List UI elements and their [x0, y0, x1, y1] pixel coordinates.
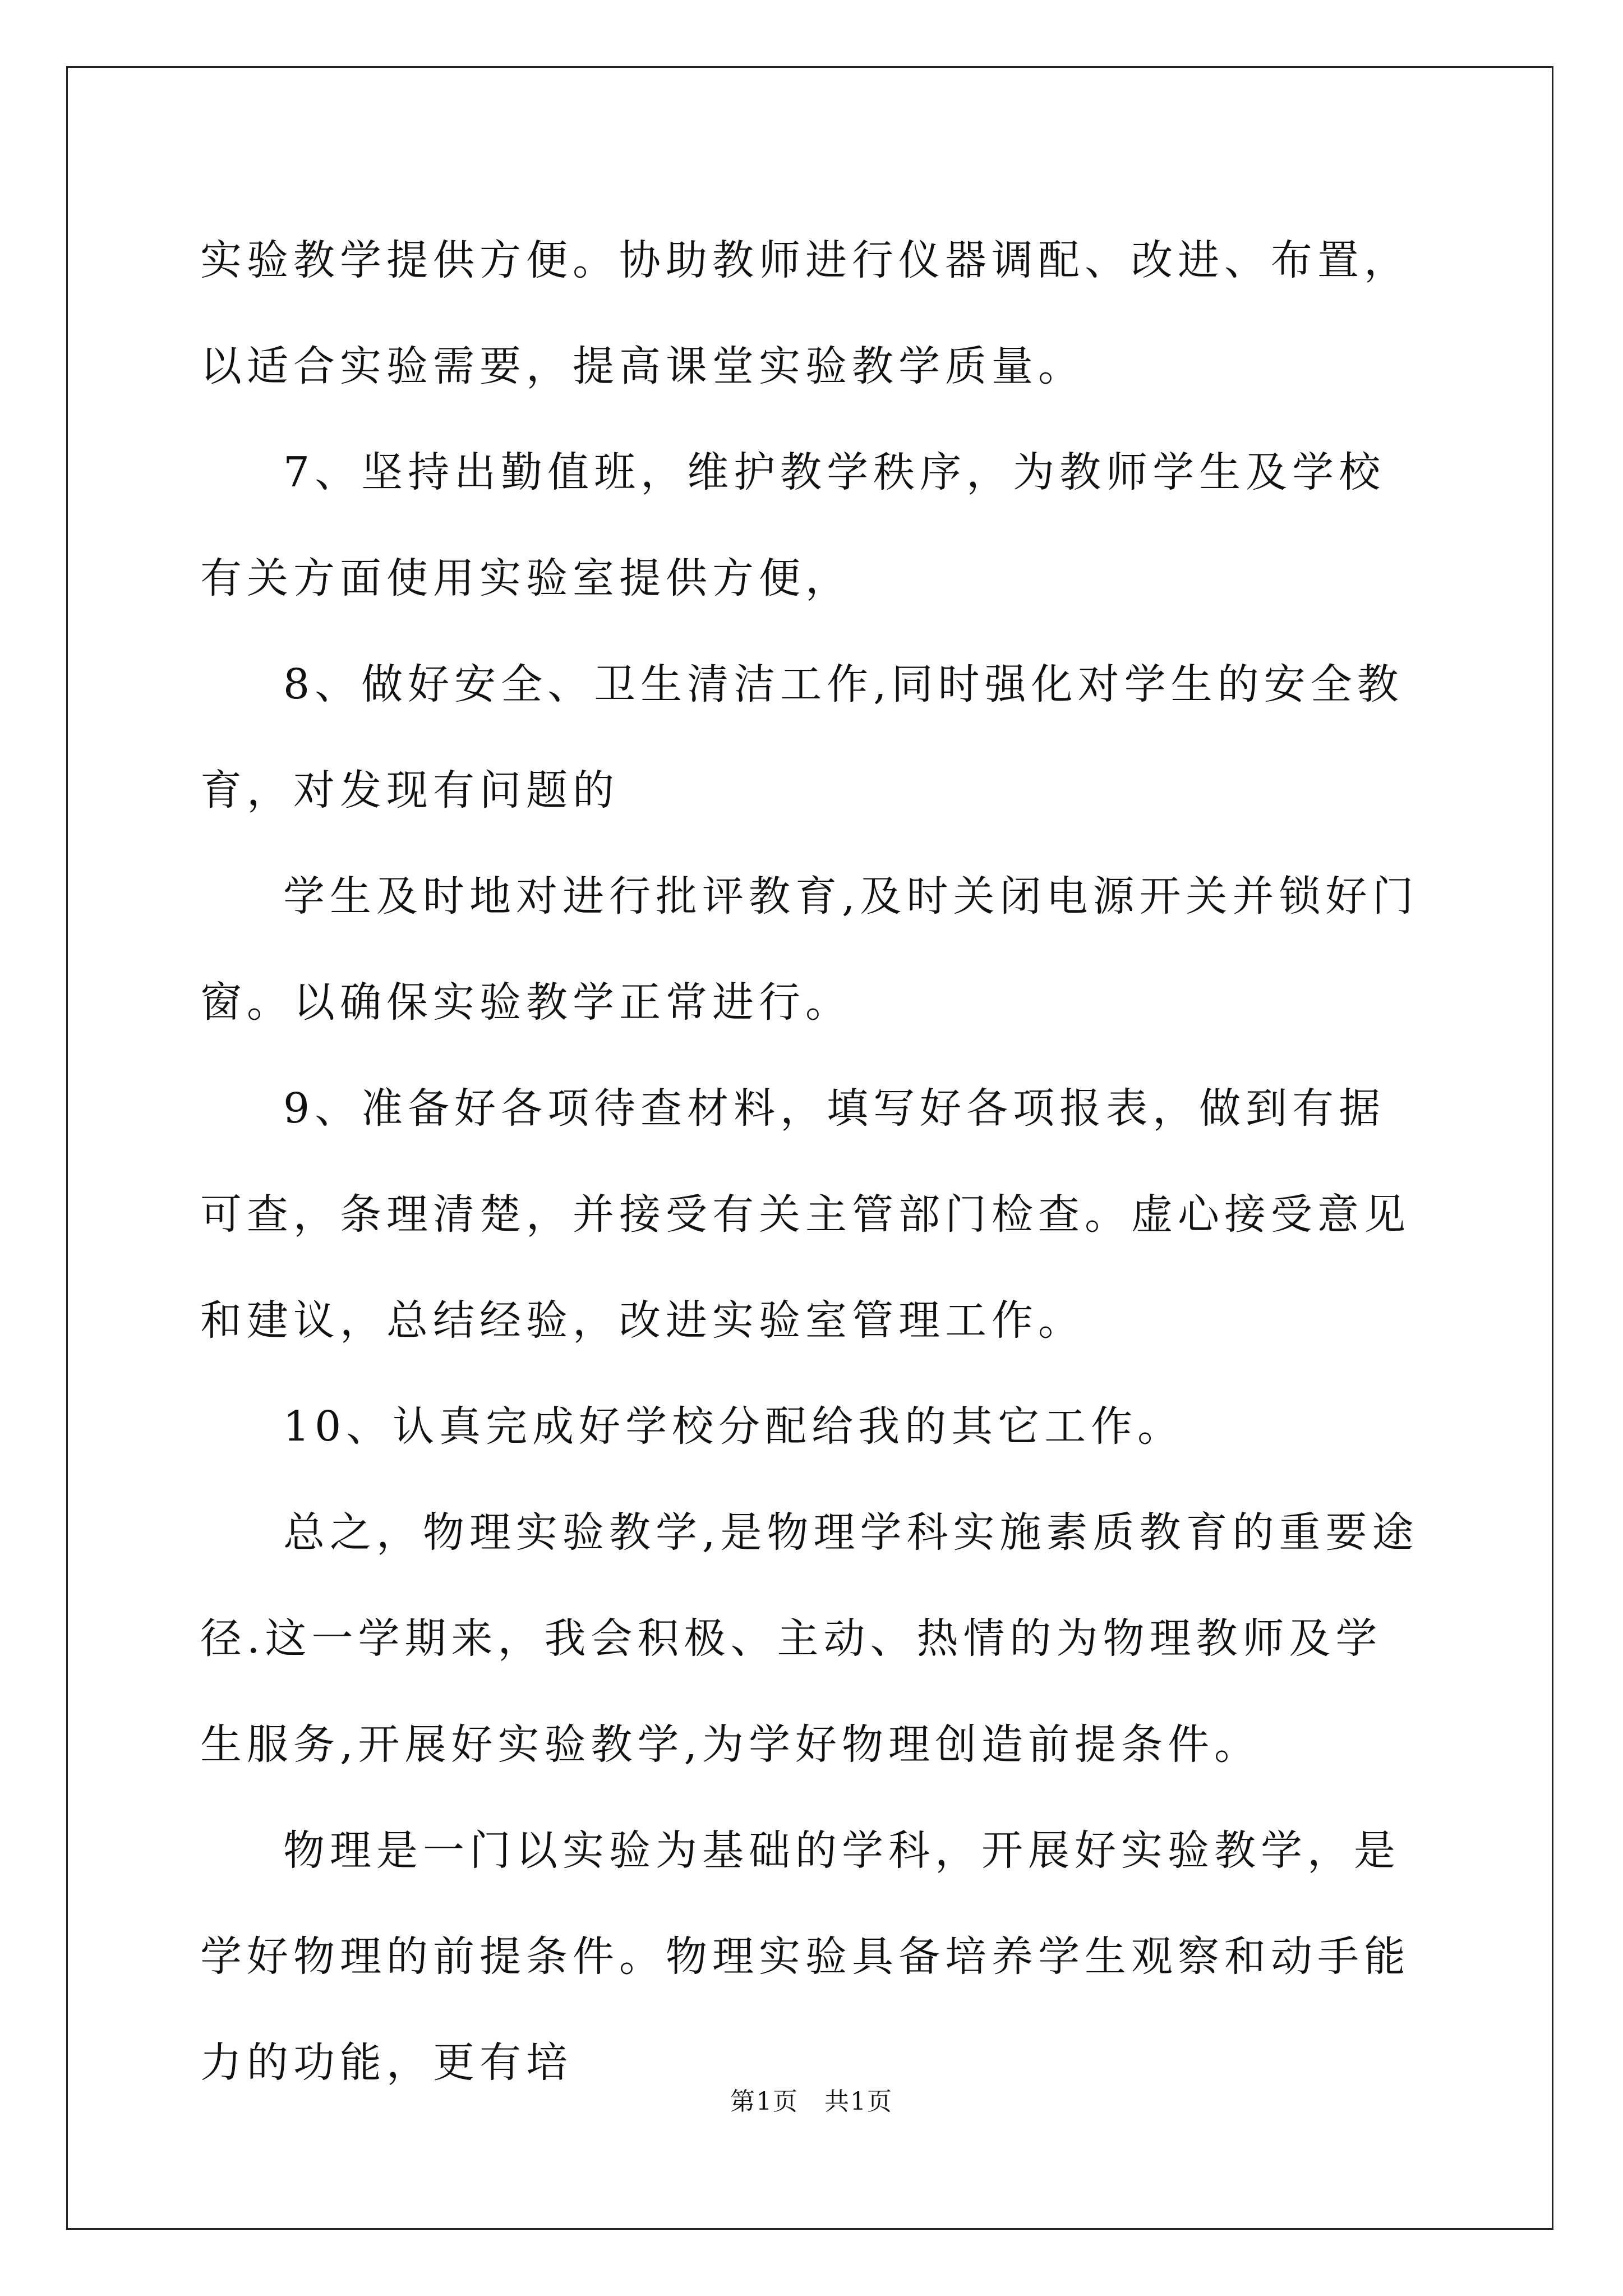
paragraph-6: 10、认真完成好学校分配给我的其它工作。: [283, 1402, 1184, 1451]
paragraph-1: 实验教学提供方便。协助教师进行仪器调配、改进、布置，以适合实验需要，提高课堂实验教学质量。: [200, 236, 1410, 390]
document-body: [200, 208, 1428, 2116]
paragraph-5: 9、准备好各项待查材料，填写好各项报表，做到有据可查，条理清楚，并接受有关主管部门检查。虚心接受意见和建议，总结经验，改进实验室管理工作。: [200, 1084, 1410, 1345]
paragraph-7: 总之，物理实验教学,是物理学科实施素质教育的重要途径.这一学期来，我会积极、主动、热情的为物理教师及学生服务,开展好实验教学,为学好物理创造前提条件。: [200, 1508, 1419, 1769]
paragraph-3: 8、做好安全、卫生清洁工作,同时强化对学生的安全教育，对发现有问题的: [200, 660, 1404, 815]
page-footer: 第1页 共1页: [730, 2087, 893, 2116]
paragraph-2: 7、坚持出勤值班，维护教学秩序，为教师学生及学校有关方面使用实验室提供方便，: [200, 448, 1386, 602]
paragraph-8: 物理是一门以实验为基础的学科，开展好实验教学，是学好物理的前提条件。物理实验具备培养学生观察和动手能力的功能，更有培: [200, 1826, 1410, 2087]
paragraph-4: 学生及时地对进行批评教育,及时关闭电源开关并锁好门窗。以确保实验教学正常进行。: [200, 872, 1419, 1027]
